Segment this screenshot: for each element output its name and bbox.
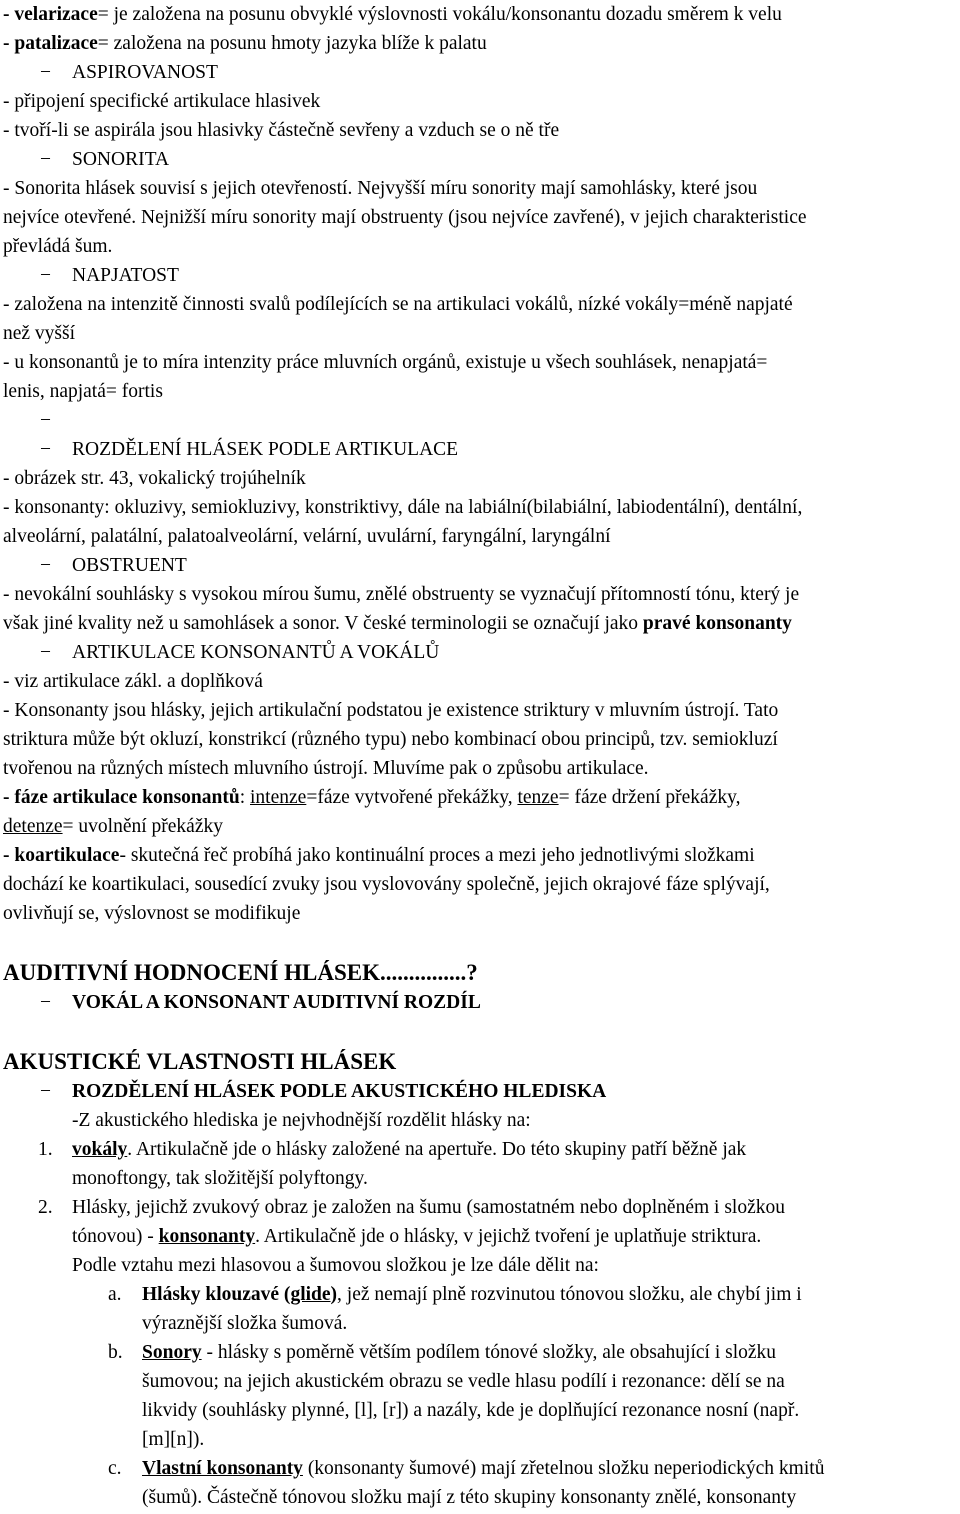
text-line: striktura může být okluzí, konstrikcí (různého typu) nebo kombinací obou principů, tzv. semiokluzí xyxy=(3,729,778,750)
list-item-konsonanty: Hlásky, jejichž zvukový obraz je založen na šumu (samostatném nebo doplněném i složkou xyxy=(72,1197,785,1218)
heading-rozdeleni-artikulace: ROZDĚLENÍ HLÁSEK PODLE ARTIKULACE xyxy=(72,439,459,460)
list-item-vlastni-konsonanty: Vlastní konsonanty (konsonanty šumové) mají zřetelnou složku neperiodických kmitů xyxy=(142,1458,825,1479)
text-line: Podle vztahu mezi hlasovou a šumovou složkou je lze dále dělit na: xyxy=(72,1255,599,1276)
bullet-dash: − xyxy=(40,439,51,460)
list-letter: b. xyxy=(108,1342,123,1363)
bullet-dash: − xyxy=(40,1081,51,1102)
heading-obstruent: OBSTRUENT xyxy=(72,555,187,576)
heading-aspirovanost: ASPIROVANOST xyxy=(72,62,218,83)
line-velarizace: - velarizace= je založena na posunu obvyklé výslovnosti vokálu/konsonantu dozadu směrem k velu xyxy=(3,4,782,25)
text-line: - tvoří-li se aspirála jsou hlasivky částečně sevřeny a vzduch se o ně tře xyxy=(3,120,560,141)
text-line: - fáze artikulace konsonantů: intenze=fáze vytvořené překážky, tenze= fáze držení překážky, xyxy=(3,787,741,808)
heading-sonorita: SONORITA xyxy=(72,149,170,170)
bullet-dash: − xyxy=(40,62,51,83)
text-line: ovlivňují se, výslovnost se modifikuje xyxy=(3,903,301,924)
list-item-sonory: Sonory - hlásky s poměrně větším podílem tónové složky, ale obsahující i složku xyxy=(142,1342,777,1363)
section-heading-akusticke: AKUSTICKÉ VLASTNOSTI HLÁSEK xyxy=(3,1049,397,1074)
text-line: - založena na intenzitě činnosti svalů podílejících se na artikulaci vokálů, nízké vokály=méně napjaté xyxy=(3,294,793,315)
bullet-dash: − xyxy=(40,642,51,663)
text-line: -Z akustického hlediska je nejvhodnější rozdělit hlásky na: xyxy=(72,1110,531,1131)
list-letter: c. xyxy=(108,1458,122,1479)
section-heading-auditivni: AUDITIVNÍ HODNOCENÍ HLÁSEK...............? xyxy=(3,960,478,985)
heading-artikulace-konsonantu: ARTIKULACE KONSONANTŮ A VOKÁLŮ xyxy=(72,642,440,663)
text-line: než vyšší xyxy=(3,323,76,344)
bullet-dash: − xyxy=(40,149,51,170)
text-line: detenze= uvolnění překážky xyxy=(3,816,223,837)
text-line: výraznější složka šumová. xyxy=(142,1313,348,1334)
text-line: převládá šum. xyxy=(3,236,113,257)
text-line: [m][n]). xyxy=(142,1429,205,1450)
text-line: alveolární, palatální, palatoalveolární, velární, uvulární, faryngální, laryngální xyxy=(3,526,611,547)
bullet-dash: − xyxy=(40,555,51,576)
heading-napjatost: NAPJATOST xyxy=(72,265,179,286)
text-line: - obrázek str. 43, vokalický trojúhelník xyxy=(3,468,306,489)
text-line: - viz artikulace zákl. a doplňková xyxy=(3,671,263,692)
text-line: nejvíce otevřené. Nejnižší míru sonority mají obstruenty (jsou nejvíce zavřené), v jejich charakteristice xyxy=(3,207,807,228)
text-line: (šumů). Částečně tónovou složku mají z této skupiny konsonanty znělé, konsonanty xyxy=(142,1487,797,1508)
text-line: - u konsonantů je to míra intenzity práce mluvních orgánů, existuje u všech souhlásek, nenapjatá= xyxy=(3,352,768,373)
text-line: - koartikulace- skutečná řeč probíhá jako kontinuální proces a mezi jeho jednotlivými složkami xyxy=(3,845,755,866)
text-line: likvidy (souhlásky plynné, [l], [r]) a nazály, kde je doplňující rezonance nosní (např. xyxy=(142,1400,800,1421)
list-letter: a. xyxy=(108,1284,122,1305)
text-line: monoftongy, tak složitější polyftongy. xyxy=(72,1168,368,1189)
text-line: šumovou; na jejich akustickém obrazu se vedle hlasu podílí i rezonance: dělí se na xyxy=(142,1371,785,1392)
text-line: - Konsonanty jsou hlásky, jejich artikulační podstatou je existence striktury v mluvním ústrojí. Tato xyxy=(3,700,779,721)
bullet-dash: − xyxy=(40,265,51,286)
text-line: dochází ke koartikulaci, sousedící zvuky jsou vyslovovány společně, jejich okrajové fáze splývají, xyxy=(3,874,770,895)
text-line: - připojení specifické artikulace hlasivek xyxy=(3,91,321,112)
heading-vokal-konsonant: VOKÁL A KONSONANT AUDITIVNÍ ROZDÍL xyxy=(72,992,481,1013)
heading-rozdeleni-akusticke: ROZDĚLENÍ HLÁSEK PODLE AKUSTICKÉHO HLEDISKA xyxy=(72,1081,607,1102)
list-item-vokaly: vokály. Artikulačně jde o hlásky založené na apertuře. Do této skupiny patří běžně jak xyxy=(72,1139,747,1160)
text-line: - Sonorita hlásek souvisí s jejich otevřeností. Nejvyšší míru sonority mají samohlásky, které jsou xyxy=(3,178,758,199)
list-number: 2. xyxy=(38,1197,53,1218)
bullet-dash: − xyxy=(40,410,51,431)
text-line: však jiné kvality než u samohlásek a sonor. V české terminologii se označují jako pravé konsonanty xyxy=(3,613,792,634)
line-patalizace: - patalizace= založena na posunu hmoty jazyka blíže k palatu xyxy=(3,33,487,54)
bullet-dash: − xyxy=(40,992,51,1013)
list-number: 1. xyxy=(38,1139,53,1160)
list-item-glide: Hlásky klouzavé (glide), jež nemají plně rozvinutou tónovou složku, ale chybí jim i xyxy=(142,1284,802,1305)
text-line: - konsonanty: okluzivy, semiokluzivy, konstriktivy, dále na labiální(bilabiální, labiodentální), dentální, xyxy=(3,497,803,518)
text-line: tvořenou na různých místech mluvního ústrojí. Mluvíme pak o způsobu artikulace. xyxy=(3,758,649,779)
text-line: lenis, napjatá= fortis xyxy=(3,381,163,402)
text-line: tónovou) - konsonanty. Artikulačně jde o hlásky, v jejichž tvoření je uplatňuje striktura. xyxy=(72,1226,762,1247)
text-line: - nevokální souhlásky s vysokou mírou šumu, znělé obstruenty se vyznačují přítomností tónu, který je xyxy=(3,584,800,605)
